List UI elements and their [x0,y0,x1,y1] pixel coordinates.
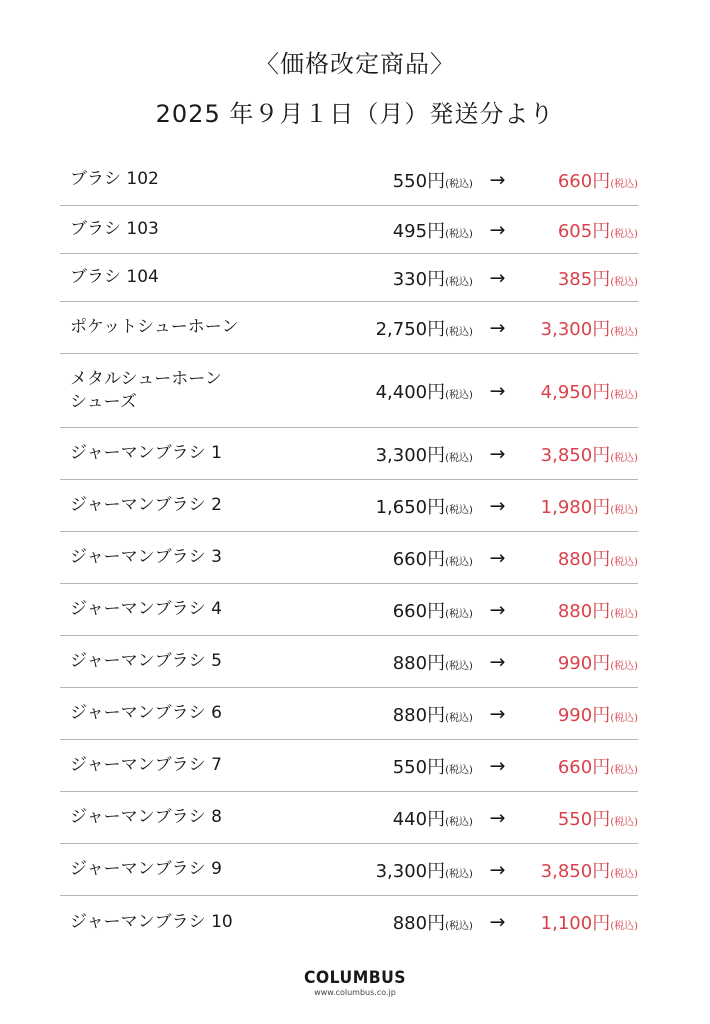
table-row [60,428,638,480]
product-name: ジャーマンブラシ 8 [70,807,222,827]
tax-label: (税込) [445,764,473,776]
new-price [522,701,638,727]
new-price [522,167,638,193]
brand-url: www.columbus.co.jp [314,988,396,997]
tax-label: (税込) [445,816,473,828]
yen-label: 円 [592,600,611,622]
yen-label: 円 [592,652,611,674]
arrow-right-icon: → [489,442,506,465]
product-name: ジャーマンブラシ 3 [70,547,222,567]
table-row [60,532,638,584]
arrow-right-icon: → [489,754,506,777]
yen-label: 円 [427,652,446,674]
new-price-value: 3,850 [540,860,593,882]
new-price [522,805,638,831]
yen-label: 円 [592,860,611,882]
product-name: ジャーマンブラシ 2 [70,495,222,515]
tax-label: (税込) [445,660,473,672]
arrow-right-icon: → [489,650,506,673]
yen-label: 円 [427,548,446,570]
yen-label: 円 [427,808,446,830]
old-price-value: 880 [392,704,428,726]
new-price-value: 660 [557,756,593,778]
product-name: ブラシ 104 [70,267,159,287]
tax-label: (税込) [610,868,638,880]
arrow-right-icon: → [489,598,506,621]
product-name: ジャーマンブラシ 10 [70,911,233,932]
table-row [60,584,638,636]
arrow-right-icon: → [489,379,506,402]
old-price [271,545,472,571]
table-row [60,688,638,740]
table-row [60,302,638,354]
arrow-right-icon: → [489,316,506,339]
product-name: ブラシ 103 [70,219,159,239]
table-row [60,354,638,428]
tax-label: (税込) [610,712,638,724]
tax-label: (税込) [610,660,638,672]
product-name: ジャーマンブラシ 7 [70,755,222,775]
table-row [60,254,638,302]
product-name: ジャーマンブラシ 1 [70,443,222,463]
table-row [60,154,638,206]
price-table [60,154,638,948]
old-price [271,649,472,675]
tax-label: (税込) [445,389,473,401]
new-price [522,909,638,935]
product-name: ジャーマンブラシ 5 [70,651,222,671]
tax-label: (税込) [610,326,638,338]
new-price [522,378,638,404]
tax-label: (税込) [610,276,638,288]
tax-label: (税込) [445,712,473,724]
old-price [271,493,472,519]
yen-label: 円 [427,913,446,934]
old-price [271,909,472,935]
old-price-value: 880 [392,913,428,934]
old-price-value: 660 [392,548,428,570]
old-price-value: 2,750 [375,318,428,340]
page-title: 〈価格改定商品〉 [255,50,455,78]
old-price-value: 3,300 [375,860,428,882]
arrow-right-icon: → [489,806,506,829]
table-row [60,480,638,532]
table-row [60,636,638,688]
yen-label: 円 [427,704,446,726]
table-row [60,844,638,896]
old-price [271,378,472,404]
page-subtitle: 2025 年９月１日（月）発送分より [155,100,555,128]
tax-label: (税込) [445,504,473,516]
old-price [271,315,472,341]
tax-label: (税込) [610,504,638,516]
yen-label: 円 [592,444,611,466]
tax-label: (税込) [610,608,638,620]
old-price [271,753,472,779]
new-price [522,315,638,341]
yen-label: 円 [427,756,446,778]
tax-label: (税込) [445,556,473,568]
tax-label: (税込) [445,228,473,240]
new-price [522,265,638,291]
old-price-value: 440 [392,808,428,830]
new-price [522,649,638,675]
old-price [271,217,472,243]
old-price [271,701,472,727]
tax-label: (税込) [610,764,638,776]
yen-label: 円 [592,318,611,340]
new-price [522,217,638,243]
old-price-value: 3,300 [375,444,428,466]
yen-label: 円 [592,756,611,778]
tax-label: (税込) [610,228,638,240]
arrow-right-icon: → [489,702,506,725]
old-price-value: 660 [392,600,428,622]
tax-label: (税込) [610,921,638,932]
old-price [271,441,472,467]
tax-label: (税込) [445,921,473,932]
new-price-value: 880 [557,548,593,570]
tax-label: (税込) [610,816,638,828]
tax-label: (税込) [445,452,473,464]
product-name: ジャーマンブラシ 6 [70,703,222,723]
table-row [60,792,638,844]
yen-label: 円 [427,381,446,403]
new-price-value: 990 [557,652,593,674]
yen-label: 円 [427,496,446,518]
yen-label: 円 [592,170,611,192]
old-price [271,805,472,831]
new-price [522,441,638,467]
tax-label: (税込) [610,556,638,568]
arrow-right-icon: → [489,494,506,517]
new-price-value: 4,950 [540,381,593,403]
tax-label: (税込) [610,452,638,464]
new-price [522,545,638,571]
arrow-right-icon: → [489,911,506,933]
yen-label: 円 [592,220,611,242]
yen-label: 円 [427,220,446,242]
new-price-value: 990 [557,704,593,726]
tax-label: (税込) [445,326,473,338]
old-price [271,857,472,883]
old-price-value: 4,400 [375,381,428,403]
new-price [522,493,638,519]
brand-logo: COLUMBUS [303,968,407,988]
yen-label: 円 [427,600,446,622]
yen-label: 円 [592,704,611,726]
old-price-value: 495 [392,220,428,242]
arrow-right-icon: → [489,546,506,569]
new-price-value: 385 [557,268,593,290]
new-price-value: 550 [557,808,593,830]
product-name: メタルシューホーン シューズ [70,368,222,412]
arrow-right-icon: → [489,218,506,241]
yen-label: 円 [427,170,446,192]
new-price-value: 3,850 [540,444,593,466]
tax-label: (税込) [445,868,473,880]
arrow-right-icon: → [489,266,506,289]
tax-label: (税込) [445,608,473,620]
new-price [522,857,638,883]
old-price-value: 550 [392,756,428,778]
new-price [522,597,638,623]
old-price-value: 1,650 [375,496,428,518]
old-price [271,167,472,193]
yen-label: 円 [427,860,446,882]
yen-label: 円 [592,268,611,290]
yen-label: 円 [592,548,611,570]
table-row [60,896,638,948]
yen-label: 円 [592,808,611,830]
new-price-value: 3,300 [540,318,593,340]
product-name: ジャーマンブラシ 4 [70,599,222,619]
yen-label: 円 [592,381,611,403]
yen-label: 円 [427,318,446,340]
table-row [60,740,638,792]
arrow-right-icon: → [489,168,506,191]
product-name: ポケットシューホーン [70,317,239,337]
old-price-value: 880 [392,652,428,674]
yen-label: 円 [427,444,446,466]
new-price-value: 1,100 [540,913,593,934]
product-name: ジャーマンブラシ 9 [70,859,222,879]
table-row [60,206,638,254]
tax-label: (税込) [610,178,638,190]
old-price [271,265,472,291]
new-price [522,753,638,779]
new-price-value: 880 [557,600,593,622]
old-price-value: 550 [392,170,428,192]
tax-label: (税込) [445,178,473,190]
new-price-value: 660 [557,170,593,192]
yen-label: 円 [592,913,611,934]
tax-label: (税込) [445,276,473,288]
new-price-value: 605 [557,220,593,242]
yen-label: 円 [592,496,611,518]
product-name: ブラシ 102 [70,169,159,189]
yen-label: 円 [427,268,446,290]
tax-label: (税込) [610,389,638,401]
new-price-value: 1,980 [540,496,593,518]
arrow-right-icon: → [489,858,506,881]
old-price [271,597,472,623]
old-price-value: 330 [392,268,428,290]
